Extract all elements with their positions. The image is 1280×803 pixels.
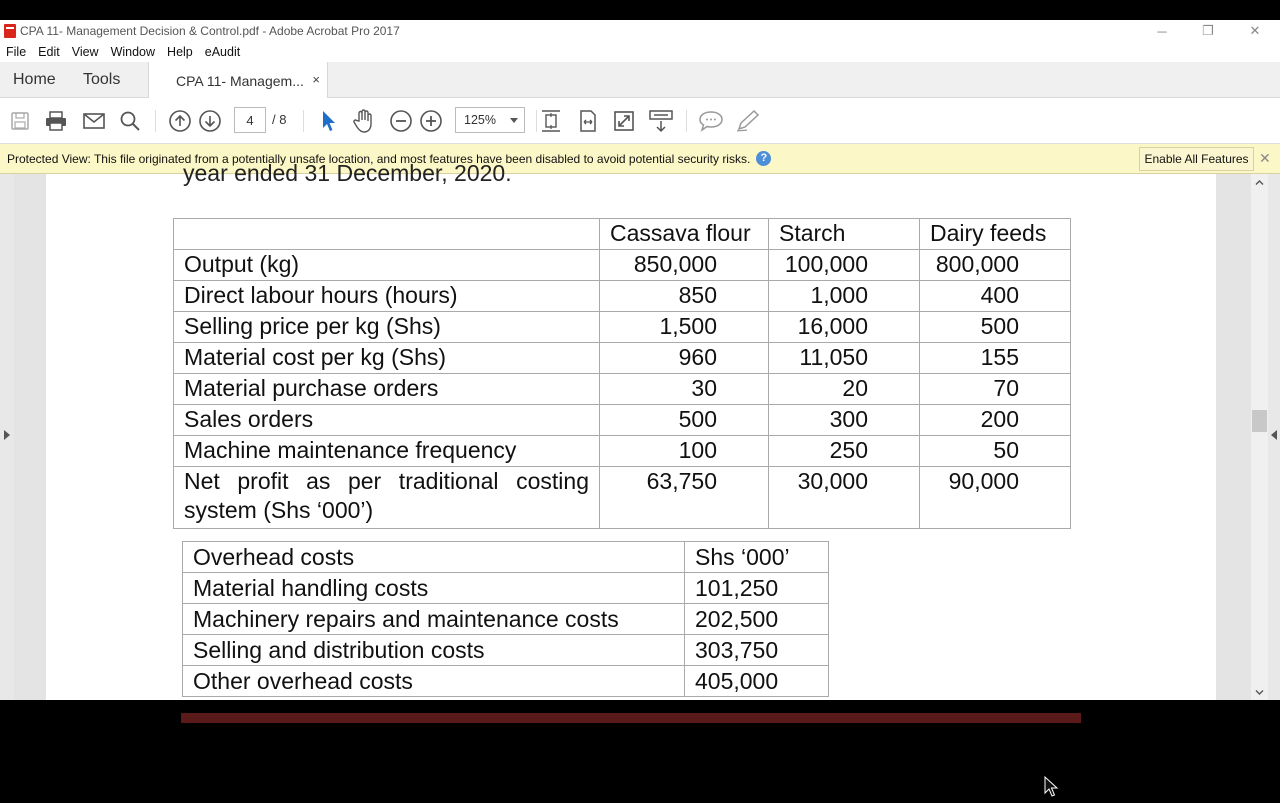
table-header-cell: Dairy feeds: [920, 219, 1071, 250]
menu-edit[interactable]: Edit: [38, 45, 60, 59]
row-label: Material handling costs: [183, 573, 685, 604]
dairy-value: 90,000: [920, 467, 1071, 529]
starch-value: 20: [769, 374, 920, 405]
search-icon[interactable]: [116, 107, 144, 135]
hand-icon[interactable]: [350, 107, 378, 135]
select-arrow-icon[interactable]: [314, 107, 342, 135]
dairy-value: 800,000: [920, 250, 1071, 281]
close-tab-icon[interactable]: ×: [312, 72, 320, 87]
row-label: Other overhead costs: [183, 666, 685, 697]
page-total: / 8: [272, 112, 287, 127]
table-header-row: [183, 542, 829, 573]
minimize-button[interactable]: ─: [1157, 23, 1167, 39]
table-row: [174, 250, 1071, 281]
starch-value: 11,050: [769, 343, 920, 374]
menu-eaudit[interactable]: eAudit: [204, 45, 241, 59]
zoom-out-icon[interactable]: [387, 107, 415, 135]
starch-value: 300: [769, 405, 920, 436]
row-label: Net profit as per traditional costing system (Shs ‘000’): [174, 467, 600, 529]
product-data-table: [173, 218, 1071, 529]
cost-value: 101,250: [685, 573, 829, 604]
cut-off-text: year ended 31 December, 2020.: [183, 160, 512, 186]
cassava-value: 63,750: [600, 467, 769, 529]
close-icon[interactable]: ✕: [1259, 150, 1271, 166]
dairy-value: 70: [920, 374, 1071, 405]
table-row: [183, 635, 829, 666]
help-icon[interactable]: ?: [756, 151, 771, 166]
table-row: [174, 374, 1071, 405]
comment-icon[interactable]: [697, 107, 725, 135]
dairy-value: 50: [920, 436, 1071, 467]
table-row: [174, 312, 1071, 343]
document-area: [0, 160, 1280, 700]
row-label: Selling and distribution costs: [183, 635, 685, 666]
document-tab[interactable]: [148, 62, 328, 99]
dairy-value: 500: [920, 312, 1071, 343]
left-panel-toggle[interactable]: [0, 174, 14, 700]
row-label: Direct labour hours (hours): [174, 281, 600, 312]
acrobat-window: [0, 20, 1280, 700]
cassava-value: 100: [600, 436, 769, 467]
vertical-scrollbar[interactable]: [1251, 174, 1268, 700]
table-row: [183, 666, 829, 697]
row-label: Machinery repairs and maintenance costs: [183, 604, 685, 635]
table-row: [174, 343, 1071, 374]
row-label: Material purchase orders: [174, 374, 600, 405]
starch-value: 100,000: [769, 250, 920, 281]
page-up-icon[interactable]: [166, 107, 194, 135]
fit-page-icon[interactable]: [537, 107, 565, 135]
fit-width-icon[interactable]: [574, 107, 602, 135]
row-label: Sales orders: [174, 405, 600, 436]
protected-view-message: Protected View: This file originated from a potentially unsafe location, and most features have been disabled to avoid potential security risks.: [7, 151, 751, 166]
cassava-value: 1,500: [600, 312, 769, 343]
dairy-value: 155: [920, 343, 1071, 374]
page-number-input[interactable]: 4: [234, 107, 266, 133]
starch-value: 1,000: [769, 281, 920, 312]
starch-value: 250: [769, 436, 920, 467]
table-header-cell: Starch: [769, 219, 920, 250]
right-panel-toggle[interactable]: [1268, 174, 1280, 700]
close-window-button[interactable]: ✕: [1249, 23, 1261, 38]
cassava-value: 850: [600, 281, 769, 312]
expand-left-icon: [4, 430, 10, 440]
fullscreen-icon[interactable]: [610, 107, 638, 135]
table-header-cell: [174, 219, 600, 250]
restore-button[interactable]: ❐: [1202, 23, 1214, 38]
email-icon[interactable]: [80, 107, 108, 135]
toolbar: [0, 98, 1280, 144]
tab-tools[interactable]: Tools: [83, 71, 121, 88]
menu-bar: [0, 42, 1280, 62]
row-label: Selling price per kg (Shs): [174, 312, 600, 343]
cassava-value: 960: [600, 343, 769, 374]
table-header-row: [174, 219, 1071, 250]
table-header-cell: Cassava flour: [600, 219, 769, 250]
section-banner: [181, 713, 1081, 723]
scroll-up-icon[interactable]: [1255, 178, 1264, 187]
tabs-bar: [0, 62, 1280, 98]
zoom-value: 125%: [464, 113, 496, 127]
cost-value: 303,750: [685, 635, 829, 666]
row-label: Output (kg): [174, 250, 600, 281]
dairy-value: 400: [920, 281, 1071, 312]
overhead-costs-table: [182, 541, 829, 697]
starch-value: 30,000: [769, 467, 920, 529]
cassava-value: 500: [600, 405, 769, 436]
read-mode-icon[interactable]: [647, 107, 675, 135]
menu-view[interactable]: View: [71, 45, 99, 59]
table-row: [174, 436, 1071, 467]
page-down-icon[interactable]: [196, 107, 224, 135]
save-icon[interactable]: [6, 107, 34, 135]
menu-file[interactable]: File: [6, 45, 27, 59]
table-row: [183, 604, 829, 635]
table-header-cell: Overhead costs: [183, 542, 685, 573]
mouse-cursor-icon: [1044, 776, 1060, 798]
table-row: [174, 467, 1071, 529]
print-icon[interactable]: [42, 107, 70, 135]
zoom-in-icon[interactable]: [417, 107, 445, 135]
row-label: Machine maintenance frequency: [174, 436, 600, 467]
scroll-down-icon[interactable]: [1255, 688, 1264, 697]
table-row: [174, 281, 1071, 312]
title-bar: [0, 20, 1280, 42]
row-label: Material cost per kg (Shs): [174, 343, 600, 374]
cassava-value: 850,000: [600, 250, 769, 281]
pdf-app-icon: [4, 24, 16, 38]
starch-value: 16,000: [769, 312, 920, 343]
menu-window[interactable]: Window: [110, 45, 156, 59]
chevron-down-icon: [510, 118, 518, 123]
menu-help[interactable]: Help: [167, 45, 193, 59]
pen-icon[interactable]: [734, 107, 762, 135]
window-title: CPA 11- Management Decision & Control.pdf - Adobe Acrobat Pro 2017: [20, 24, 400, 38]
tab-home[interactable]: Home: [13, 71, 56, 88]
enable-all-features-button[interactable]: Enable All Features: [1139, 147, 1254, 171]
dairy-value: 200: [920, 405, 1071, 436]
expand-right-icon: [1271, 430, 1277, 440]
zoom-select[interactable]: [455, 107, 525, 133]
table-row: [174, 405, 1071, 436]
cost-value: 202,500: [685, 604, 829, 635]
scrollbar-thumb[interactable]: [1252, 410, 1267, 432]
table-header-cell: Shs ‘000’: [685, 542, 829, 573]
document-tab-label: CPA 11- Managem...: [176, 72, 304, 89]
table-row: [183, 573, 829, 604]
cassava-value: 30: [600, 374, 769, 405]
cost-value: 405,000: [685, 666, 829, 697]
